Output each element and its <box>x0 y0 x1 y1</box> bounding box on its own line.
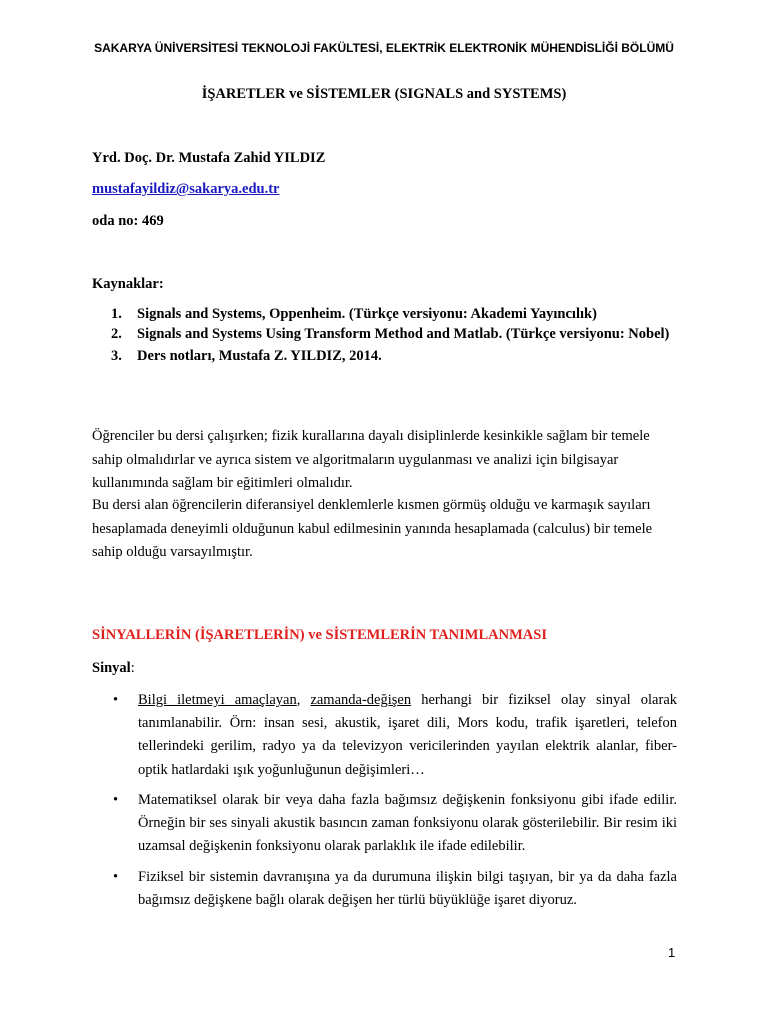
author-name: Yrd. Doç. Dr. Mustafa Zahid YILDIZ <box>92 150 326 166</box>
university-header: SAKARYA ÜNİVERSİTESİ TEKNOLOJİ FAKÜLTESİ, ELEKTRİK ELEKTRONİK MÜHENDİSLİĞİ BÖLÜMÜ <box>94 41 674 55</box>
bullet-icon: • <box>113 792 119 808</box>
underlined-phrase: Bilgi iletmeyi amaçlayan <box>138 692 297 708</box>
reference-text: Signals and Systems Using Transform Method and Matlab. (Türkçe versiyonu: Nobel) <box>137 325 670 342</box>
bullet-list <box>113 689 677 782</box>
references-list <box>111 305 677 367</box>
signal-label <box>92 660 135 677</box>
reference-number: 1. <box>111 306 122 322</box>
references-heading: Kaynaklar: <box>92 276 164 292</box>
bullet-text: Matematiksel olarak bir veya daha fazla bağımsız değişkenin fonksiyonu gibi ifade edilir. Örneğin bir ses sinyali akustik basıncın zaman fonksiyonu olarak gösterilebilir. Bir resim iki uzamsal değişkenin fonksiyonu olarak parlaklık ile ifade edilebilir. <box>138 792 677 855</box>
reference-text: Signals and Systems, Oppenheim. (Türkçe versiyonu: Akademi Yayıncılık) <box>137 306 597 322</box>
bullet-icon: • <box>113 869 119 885</box>
reference-item <box>111 325 677 345</box>
course-title: İŞARETLER ve SİSTEMLER (SIGNALS and SYSTEMS) <box>201 86 567 102</box>
author-email-link[interactable]: mustafayildiz@sakarya.edu.tr <box>92 181 280 197</box>
bullet-list <box>113 866 677 912</box>
prerequisites-paragraph: Bu dersi alan öğrencilerin diferansiyel denklemlerle kısmen görmüş olduğu ve karmaşık sayıları hesaplamada deneyimli olduğunun kabul edilmesinin yanında hesaplamada (calculus) bir temele sahip olduğu varsayılmıştır. <box>92 497 653 560</box>
reference-number: 3. <box>111 348 122 364</box>
underlined-phrase: zamanda-değişen <box>310 692 412 708</box>
bullet-item <box>113 866 677 912</box>
bullet-item <box>113 789 677 859</box>
reference-item <box>111 347 677 367</box>
reference-item <box>111 305 677 325</box>
room-number: oda no: 469 <box>92 213 164 229</box>
signal-label-text: Sinyal <box>92 660 131 676</box>
bullet-list <box>113 789 677 859</box>
separator-text: , <box>296 692 311 708</box>
section-heading: SİNYALLERİN (İŞARETLERİN) ve SİSTEMLERİN TANIMLANMASI <box>92 627 547 643</box>
signal-label-colon: : <box>130 660 135 676</box>
bullet-text: Fiziksel bir sistemin davranışına ya da durumuna ilişkin bilgi taşıyan, bir ya da daha fazla bağımsız değişkene bağlı olarak değişen her türlü büyüklüğe işaret diyoruz. <box>138 869 677 909</box>
bullet-text: herhangi bir fiziksel olay sinyal olarak tanımlanabilir. Örn: insan sesi, akustik, işaret dili, Mors kodu, trafik işaretleri, telefon tellerindeki gerilim, radyo ya da televizyon vericilerinden yayılan elektrik alanlar, fiber-optik hatlardaki ışık yoğunluğunun değişimleri… <box>138 692 678 778</box>
bullet-item <box>113 689 677 782</box>
intro-paragraph: Öğrenciler bu dersi çalışırken; fizik kurallarına dayalı disiplinlerde kesinkikle sağlam bir temele sahip olmalıdırlar ve ayrıca sistem ve algoritmaların uygulanması ve analizi için bilgisayar kullanımında sağlam bir eğitimleri olmalıdır. <box>92 428 650 491</box>
bullet-icon: • <box>113 692 119 708</box>
page-number: 1 <box>668 945 676 960</box>
reference-text: Ders notları, Mustafa Z. YILDIZ, 2014. <box>137 348 382 364</box>
reference-number: 2. <box>111 325 122 342</box>
